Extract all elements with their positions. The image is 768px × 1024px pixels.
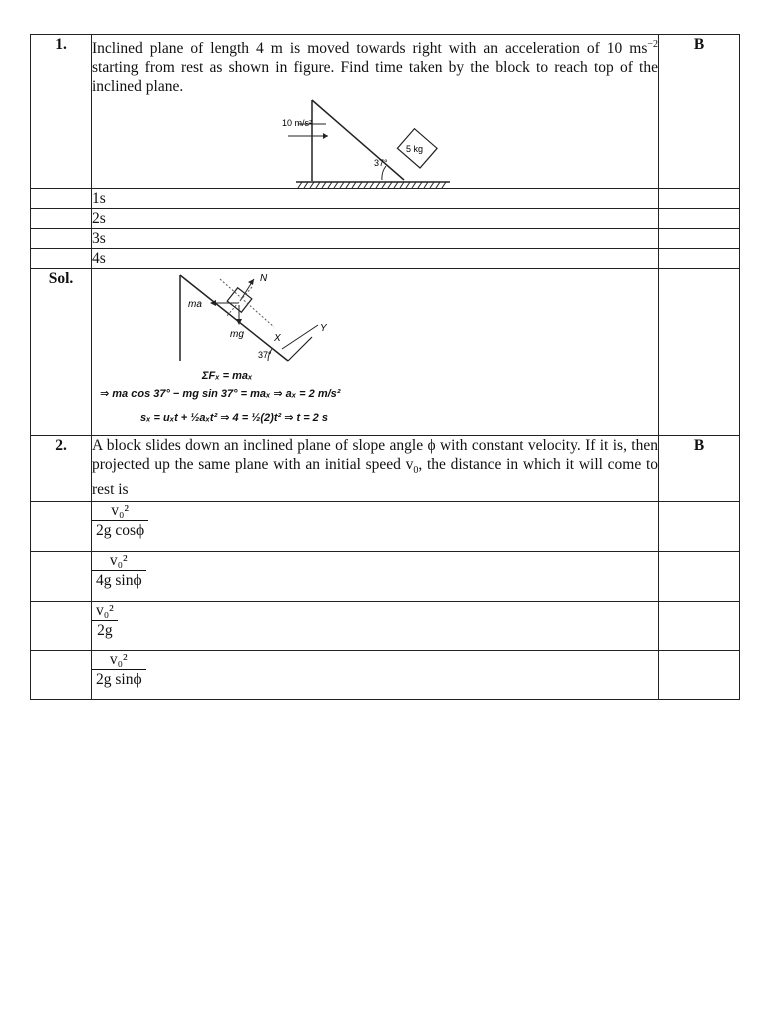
q2-text-b: , the distance in which it will come to rest is xyxy=(92,456,658,499)
question-table xyxy=(30,34,740,700)
fbd-diagram xyxy=(102,269,402,369)
q1-option-2: 2s xyxy=(92,209,659,229)
q2-option-1-denominator: 2g cosϕ xyxy=(96,522,145,540)
q2-option-3-numerator: v₀² xyxy=(92,602,118,621)
incline-hypotenuse xyxy=(312,100,404,180)
x-label: X xyxy=(274,333,281,345)
q1-text-sup: −2 xyxy=(647,39,658,50)
solution-eq3: sₓ = uₓt + ½aₓt² ⇒ 4 = ½(2)t² ⇒ t = 2 s xyxy=(140,412,328,425)
q2-option-2-fraction xyxy=(92,552,146,591)
q2-option-row xyxy=(31,602,740,651)
q2-option-1 xyxy=(92,502,659,552)
ground-hatch xyxy=(298,182,446,188)
q2-text-sub: 0 xyxy=(413,465,419,477)
q1-row xyxy=(31,35,740,189)
solution-label: Sol. xyxy=(31,269,92,436)
q2-answer: B xyxy=(659,436,740,502)
incline-diagram xyxy=(280,96,470,188)
q1-answer: B xyxy=(659,35,740,189)
q1-text-a: Inclined plane of length 4 m is moved towards right with an acceleration of 10 ms xyxy=(92,40,648,58)
accel-arrowhead xyxy=(323,133,328,139)
fbd-hypotenuse xyxy=(180,275,288,361)
accel-label: 10 m/s² xyxy=(282,118,313,129)
q1-option-3: 3s xyxy=(92,229,659,249)
q1-text-b: starting from rest as shown in figure. Find time taken by the block to reach top of the inclined plane. xyxy=(92,59,658,96)
block-mass-label: 5 kg xyxy=(406,144,424,155)
q1-option-row xyxy=(31,229,740,249)
q2-option-3 xyxy=(92,602,659,651)
q2-option-row xyxy=(31,552,740,602)
solution-eq2: ⇒ ma cos 37° − mg sin 37° = maₓ ⇒ aₓ = 2 m/s² xyxy=(100,388,341,401)
fbd-angle-label: 37° xyxy=(258,350,272,361)
q2-option-4 xyxy=(92,651,659,700)
q2-option-2-numerator: v₀² xyxy=(92,552,146,571)
q1-question-text xyxy=(92,35,658,96)
q1-option-4: 4s xyxy=(92,249,659,269)
solution-cell xyxy=(92,269,659,436)
q2-option-4-fraction xyxy=(92,651,146,690)
q1-figure xyxy=(92,96,658,188)
solution-row xyxy=(31,269,740,436)
q2-number: 2. xyxy=(31,436,92,502)
q2-row xyxy=(31,436,740,502)
mg-label: mg xyxy=(230,329,244,341)
q1-option-row xyxy=(31,249,740,269)
q2-option-2 xyxy=(92,552,659,602)
n-label: N xyxy=(260,273,268,285)
q2-text-a: A block slides down an inclined plane of slope angle ϕ with constant velocity. If it is, then projected up the same plane with an initial speed v xyxy=(92,437,658,474)
q2-option-row xyxy=(31,651,740,700)
q1-option-1: 1s xyxy=(92,189,659,209)
q2-option-2-denominator: 4g sinϕ xyxy=(96,572,142,590)
q1-number: 1. xyxy=(31,35,92,189)
q2-option-1-fraction xyxy=(92,502,148,541)
solution-answer-cell xyxy=(659,269,740,436)
q2-option-row xyxy=(31,502,740,552)
solution-eq1: ΣFₓ = maₓ xyxy=(202,370,253,383)
q2-option-4-numerator: v₀² xyxy=(92,651,146,670)
ma-label: ma xyxy=(188,299,202,311)
q2-option-4-denominator: 2g sinϕ xyxy=(96,671,142,689)
q2-option-3-denominator: 2g xyxy=(97,622,113,640)
q2-option-3-fraction xyxy=(92,602,118,641)
y-label: Y xyxy=(320,323,327,335)
q2-option-1-numerator: v₀² xyxy=(92,502,148,521)
q2-text-cell xyxy=(92,436,659,502)
angle-label: 37° xyxy=(374,158,388,169)
fbd-base-tick xyxy=(288,337,312,361)
y-direction-arrow xyxy=(282,325,318,349)
q1-option-row xyxy=(31,209,740,229)
solution-figure xyxy=(92,269,658,435)
angle-arc xyxy=(382,166,386,180)
q1-option-row xyxy=(31,189,740,209)
q1-text-cell xyxy=(92,35,659,189)
